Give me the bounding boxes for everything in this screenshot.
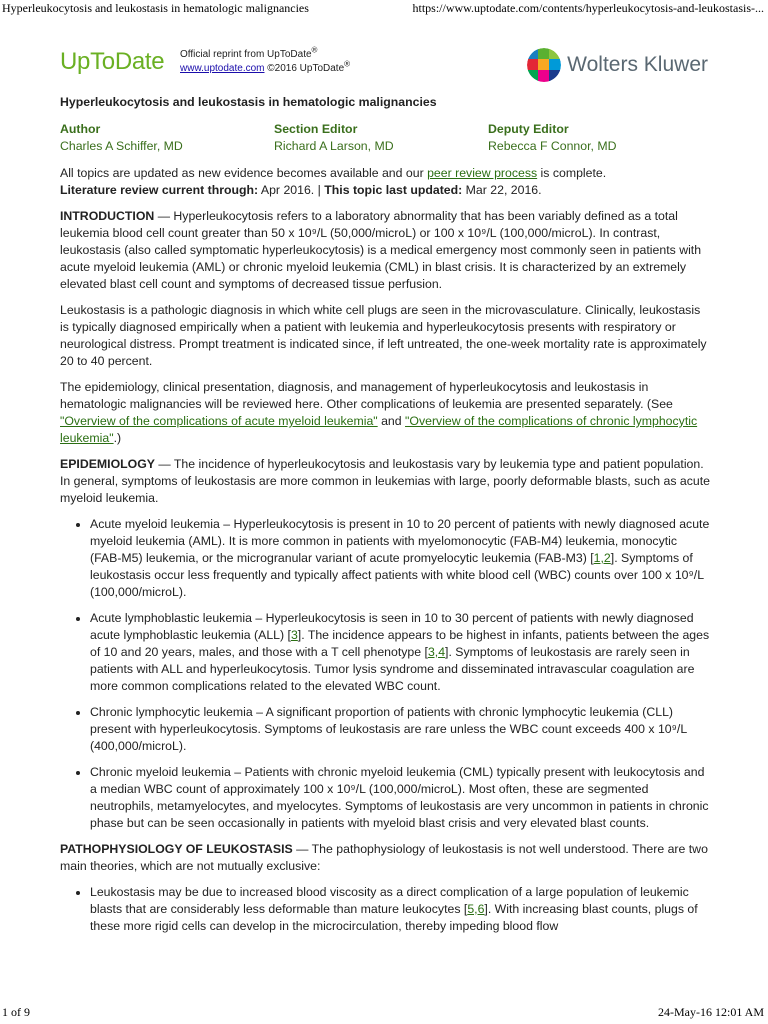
editor-credits bbox=[60, 121, 710, 155]
intro-text: — Hyperleukocytosis refers to a laboratory abnormality that has been variably defined as a total leukemia blood cell count greater than 50 x 10⁹/L (50,000/microL) or 100 x 10⁹/L (100,000/microL). In contrast, leukostasis (also called symptomatic hyperleukocytosis) is a medical emergency most commonly seen in patients with acute myeloid leukemia (AML) or chronic myeloid leukemia (CML) in blast crisis. It is characterized by an extremely elevated blast cell count and symptoms of decreased tissue perfusion. bbox=[60, 209, 702, 291]
pathophysiology-paragraph bbox=[60, 841, 710, 875]
scope-text: The epidemiology, clinical presentation, diagnosis, and management of hyperleukocytosis and leukostasis in hematologic malignancies will be reviewed here. Other complications of leukemia are presented separately. (See bbox=[60, 380, 673, 411]
update-notice bbox=[60, 165, 710, 199]
scope-end: .) bbox=[113, 431, 122, 445]
section-editor-role: Section Editor bbox=[274, 122, 358, 136]
update-text: All topics are updated as new evidence becomes available and our bbox=[60, 166, 428, 180]
intro-heading: INTRODUCTION bbox=[60, 209, 155, 223]
copyright: ©2016 UpToDate bbox=[267, 63, 345, 74]
update-text-end: is complete. bbox=[537, 166, 607, 180]
lit-review-date: Apr 2016. | bbox=[258, 183, 325, 197]
deputy-editor-name[interactable]: Rebecca F Connor, MD bbox=[488, 139, 617, 153]
aml-complications-link[interactable]: "Overview of the complications of acute myeloid leukemia" bbox=[60, 414, 378, 428]
cll-complications-link[interactable]: "Overview of the complications of chronic lymphocytic leukemia" bbox=[60, 414, 698, 445]
reprint-notice bbox=[180, 45, 351, 76]
reprint-line: Official reprint from UpToDate bbox=[180, 49, 312, 60]
article bbox=[60, 94, 710, 944]
epidemiology-text: — The incidence of hyperleukocytosis and leukostasis vary by leukemia type and patient population. In general, symptoms of leukostasis are more common in leukemias with large, poorly deformable blasts, such as acute myeloid leukemia. bbox=[60, 457, 710, 505]
section-editor-credit bbox=[274, 121, 488, 155]
list-item-cll: • Chronic lymphocytic leukemia – A significant proportion of patients with chronic lymphocytic leukemia (CLL) present with hyperleukocytosis. Symptoms of leukostasis are rare unless the WBC count exceeds 400 x 10⁹/L (400,000/microL). bbox=[90, 704, 710, 755]
page-number: 1 of 9 bbox=[2, 1005, 30, 1019]
ref-link-1-2[interactable]: 1,2 bbox=[593, 551, 611, 565]
print-footer bbox=[0, 1004, 768, 1024]
viscosity-text: Leukostasis may be due to increased blood viscosity as a direct complication of a large population of leukemic blasts that are considerably less deformable than mature leukocytes [ bbox=[90, 885, 689, 916]
reg-mark: ® bbox=[311, 45, 318, 55]
last-updated-label: This topic last updated: bbox=[324, 183, 463, 197]
list-item-cml: • Chronic myeloid leukemia – Patients with chronic myeloid leukemia (CML) typically present with leukocytosis and a median WBC count of approximately 100 x 10⁹/L (100,000/microL). Most often, these are segmented neutrophils, metamyelocytes, and myelocytes. Symptoms of leukostasis are very uncommon in patients in chronic phase but can be seen occasionally in patients with myeloid blast crisis and very elevated blast counts. bbox=[90, 764, 710, 832]
print-title: Hyperleukocytosis and leukostasis in hematologic malignancies bbox=[2, 1, 309, 15]
list-item-viscosity bbox=[90, 884, 710, 935]
scope-and: and bbox=[377, 414, 406, 428]
reg-mark-2: ® bbox=[344, 59, 351, 69]
ref-link-3[interactable]: 3 bbox=[290, 628, 298, 642]
all-text: Acute lymphoblastic leukemia – Hyperleukocytosis is seen in 10 to 30 percent of patients with newly diagnosed acute lymphoblastic leukemia (ALL) [ bbox=[90, 611, 694, 642]
author-credit bbox=[60, 121, 274, 155]
print-datetime: 24-May-16 12:01 AM bbox=[658, 1005, 764, 1019]
ref-link-3-4[interactable]: 3,4 bbox=[427, 645, 446, 659]
print-url[interactable]: https://www.uptodate.com/contents/hyperleukocytosis-and-leukostasis-... bbox=[412, 1, 764, 15]
section-editor-name[interactable]: Richard A Larson, MD bbox=[274, 139, 394, 153]
list-item-aml bbox=[90, 516, 710, 601]
author-role: Author bbox=[60, 122, 101, 136]
wolters-kluwer-logo[interactable] bbox=[527, 48, 708, 82]
viscosity-text-end: ]. With increasing blast counts, plugs of these more rigid cells can develop in the microcirculation, thereby impeding blood flow bbox=[90, 902, 698, 933]
wk-globe-icon bbox=[527, 48, 561, 82]
wk-wordmark: Wolters Kluwer bbox=[567, 53, 708, 76]
leukostasis-paragraph: Leukostasis is a pathologic diagnosis in which white cell plugs are seen in the microvasculature. Clinically, leukostasis is typically diagnosed empirically when a patient with leukemia and hyperleukocytosis presents with respiratory or neurological distress. Prompt treatment is indicated since, if left untreated, the one-week mortality rate is approximately 20 to 40 percent. bbox=[60, 303, 707, 368]
pathophysiology-heading: PATHOPHYSIOLOGY OF LEUKOSTASIS bbox=[60, 842, 293, 856]
pathophysiology-text: — The pathophysiology of leukostasis is not well understood. There are two main theories, which are not mutually exclusive: bbox=[60, 842, 708, 873]
epidemiology-paragraph bbox=[60, 456, 710, 507]
all-text-end: ]. Symptoms of leukostasis are rarely seen in patients with ALL and hyperleukocytosis. Tumor lysis syndrome and disseminated intravascular coagulation are more common complications related to the elevated WBC count. bbox=[90, 645, 695, 693]
list-item-all bbox=[90, 610, 710, 695]
aml-text: Acute myeloid leukemia – Hyperleukocytosis is present in 10 to 20 percent of patients with newly diagnosed acute myeloid leukemia (AML). It is more common in patients with myelomonocytic (FAB-M4) leukemia, monocytic (FAB-M5) leukemia, or the microgranular variant of acute promyelocytic leukemia (FAB-M3) [ bbox=[90, 517, 710, 565]
aml-text-end: ]. Symptoms of leukostasis occur less frequently and typically affect patients with white blood cell (WBC) counts over 100 x 10⁹/L (100,000/microL). bbox=[90, 551, 704, 599]
pathophysiology-list bbox=[60, 884, 710, 935]
print-header bbox=[0, 0, 768, 18]
deputy-editor-credit bbox=[488, 121, 702, 155]
uptodate-logo[interactable]: UpToDate bbox=[60, 48, 165, 75]
epidemiology-list bbox=[60, 516, 710, 832]
peer-review-link[interactable]: peer review process bbox=[427, 166, 538, 180]
brand-row bbox=[60, 44, 708, 84]
uptodate-link[interactable]: www.uptodate.com bbox=[180, 63, 265, 74]
intro-paragraph bbox=[60, 208, 710, 293]
ref-link-5-6[interactable]: 5,6 bbox=[467, 902, 485, 916]
all-text-mid: ]. The incidence appears to be highest in infants, patients between the ages of 10 and 20 years, males, and those with a T cell phenotype [ bbox=[90, 628, 710, 659]
article-title: Hyperleukocytosis and leukostasis in hematologic malignancies bbox=[60, 95, 437, 109]
scope-paragraph bbox=[60, 379, 710, 447]
author-name[interactable]: Charles A Schiffer, MD bbox=[60, 139, 183, 153]
epidemiology-heading: EPIDEMIOLOGY bbox=[60, 457, 155, 471]
lit-review-label: Literature review current through: bbox=[60, 183, 259, 197]
deputy-editor-role: Deputy Editor bbox=[488, 122, 569, 136]
last-updated-date: Mar 22, 2016. bbox=[462, 183, 542, 197]
